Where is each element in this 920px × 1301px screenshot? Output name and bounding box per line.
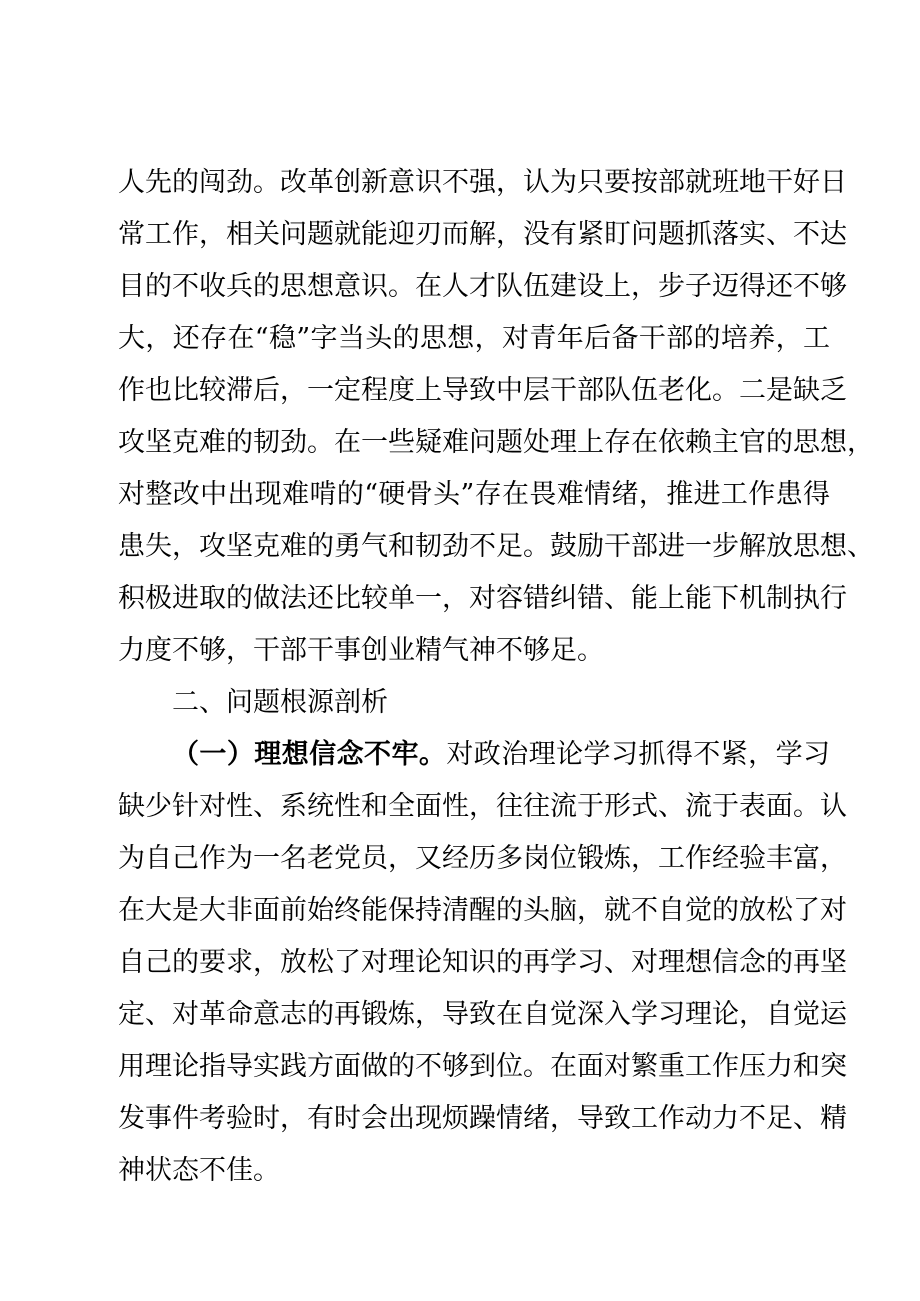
paragraph2-first-line [172,740,830,770]
paragraph1-line-4: 大，还存在“稳”字当头的思想，对青年后备干部的培养，工 [118,323,830,354]
paragraph2-line-6: 定、对革命意志的再锻炼，导致在自觉深入学习理论，自觉运 [118,999,847,1030]
paragraph1-line-7: 对整改中出现难啃的“硬骨头”存在畏难情绪，推进工作患得 [118,479,830,510]
paragraph2-line-3: 为自己作为一名老党员，又经历多岗位锻炼，工作经验丰富， [118,843,847,874]
paragraph1-line-3: 目的不收兵的思想意识。在人才队伍建设上，步子迈得还不够 [118,271,847,302]
paragraph2-line-8: 发事件考验时，有时会出现烦躁情绪，导致工作动力不足、精 [118,1103,847,1134]
paragraph2-line-4: 在大是大非面前始终能保持清醒的头脑，就不自觉的放松了对 [118,895,847,926]
section-heading: 二、问题根源剖析 [172,687,388,718]
paragraph2-line-9: 神状态不佳。 [118,1155,280,1186]
paragraph2-line-5: 自己的要求，放松了对理论知识的再学习、对理想信念的再坚 [118,947,847,978]
paragraph1-line-2: 常工作，相关问题就能迎刃而解，没有紧盯问题抓落实、不达 [118,219,847,250]
paragraph2-line-7: 用理论指导实践方面做的不够到位。在面对繁重工作压力和突 [118,1051,847,1082]
paragraph1-line-9: 积极进取的做法还比较单一，对容错纠错、能上能下机制执行 [118,583,847,614]
paragraph2-line-2: 缺少针对性、系统性和全面性，往往流于形式、流于表面。认 [118,791,847,822]
paragraph1-line-5: 作也比较滞后，一定程度上导致中层干部队伍老化。二是缺乏 [118,375,847,406]
paragraph1-line-6: 攻坚克难的韧劲。在一些疑难问题处理上存在依赖主官的思想， [118,427,874,458]
paragraph1-line-8: 患失，攻坚克难的勇气和韧劲不足。鼓励干部进一步解放思想、 [118,531,874,562]
paragraph1-line-1: 人先的闯劲。改革创新意识不强，认为只要按部就班地干好日 [118,167,847,198]
paragraph1-line-10: 力度不够，干部干事创业精气神不够足。 [118,635,604,666]
paragraph2-lead: （一）理想信念不牢。 [172,739,447,770]
paragraph2-first-line-rest: 对政治理论学习抓得不紧，学习 [446,739,831,770]
